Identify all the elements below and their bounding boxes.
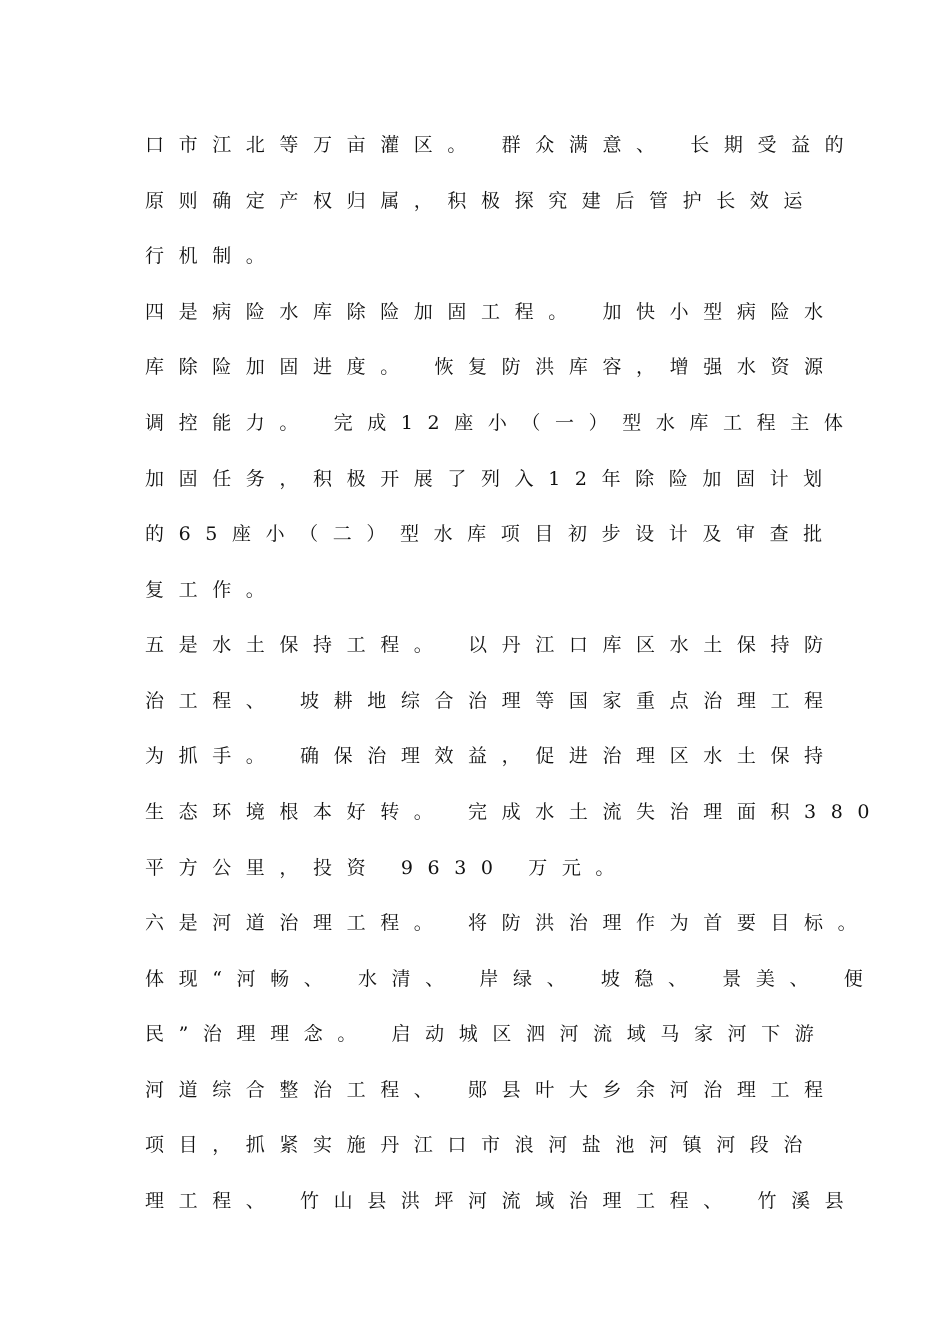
text-line: 理工程、 竹山县洪坪河流域治理工程、 竹溪县 xyxy=(145,1190,859,1212)
text-line: 调控能力。 完成12座小（一）型水库工程主体 xyxy=(145,412,858,434)
text-line: 治工程、 坡耕地综合治理等国家重点治理工程 xyxy=(145,690,838,712)
text-line: 口市江北等万亩灌区。 群众满意、 长期受益的 xyxy=(145,134,859,156)
text-line: 生态环境根本好转。 完成水土流失治理面积380 xyxy=(145,801,885,823)
text-line: 原则确定产权归属，积极探究建后管护长效运 xyxy=(145,190,818,212)
text-line: 库除险加固进度。 恢复防洪库容，增强水资源 xyxy=(145,356,838,378)
text-line: 民”治理理念。 启动城区泗河流域马家河下游 xyxy=(145,1023,829,1045)
text-line: 为抓手。 确保治理效益，促进治理区水土保持 xyxy=(145,745,838,767)
text-line: 的65座小（二）型水库项目初步设计及审查批 xyxy=(145,523,837,545)
text-line: 六是河道治理工程。 将防洪治理作为首要目标。 xyxy=(145,912,872,934)
text-line: 加固任务，积极开展了列入12年除险加固计划 xyxy=(145,468,837,490)
text-line: 行机制。 xyxy=(145,245,280,267)
text-line: 平方公里，投资 9630 万元。 xyxy=(145,857,630,879)
text-line: 体现“河畅、 水清、 岸绿、 坡稳、 景美、 便 xyxy=(145,968,878,990)
text-line: 五是水土保持工程。 以丹江口库区水土保持防 xyxy=(145,634,838,656)
text-line: 四是病险水库除险加固工程。 加快小型病险水 xyxy=(145,301,838,323)
text-line: 河道综合整治工程、 郧县叶大乡余河治理工程 xyxy=(145,1079,838,1101)
text-line: 复工作。 xyxy=(145,579,280,601)
text-line: 项目，抓紧实施丹江口市浪河盐池河镇河段治 xyxy=(145,1134,818,1156)
